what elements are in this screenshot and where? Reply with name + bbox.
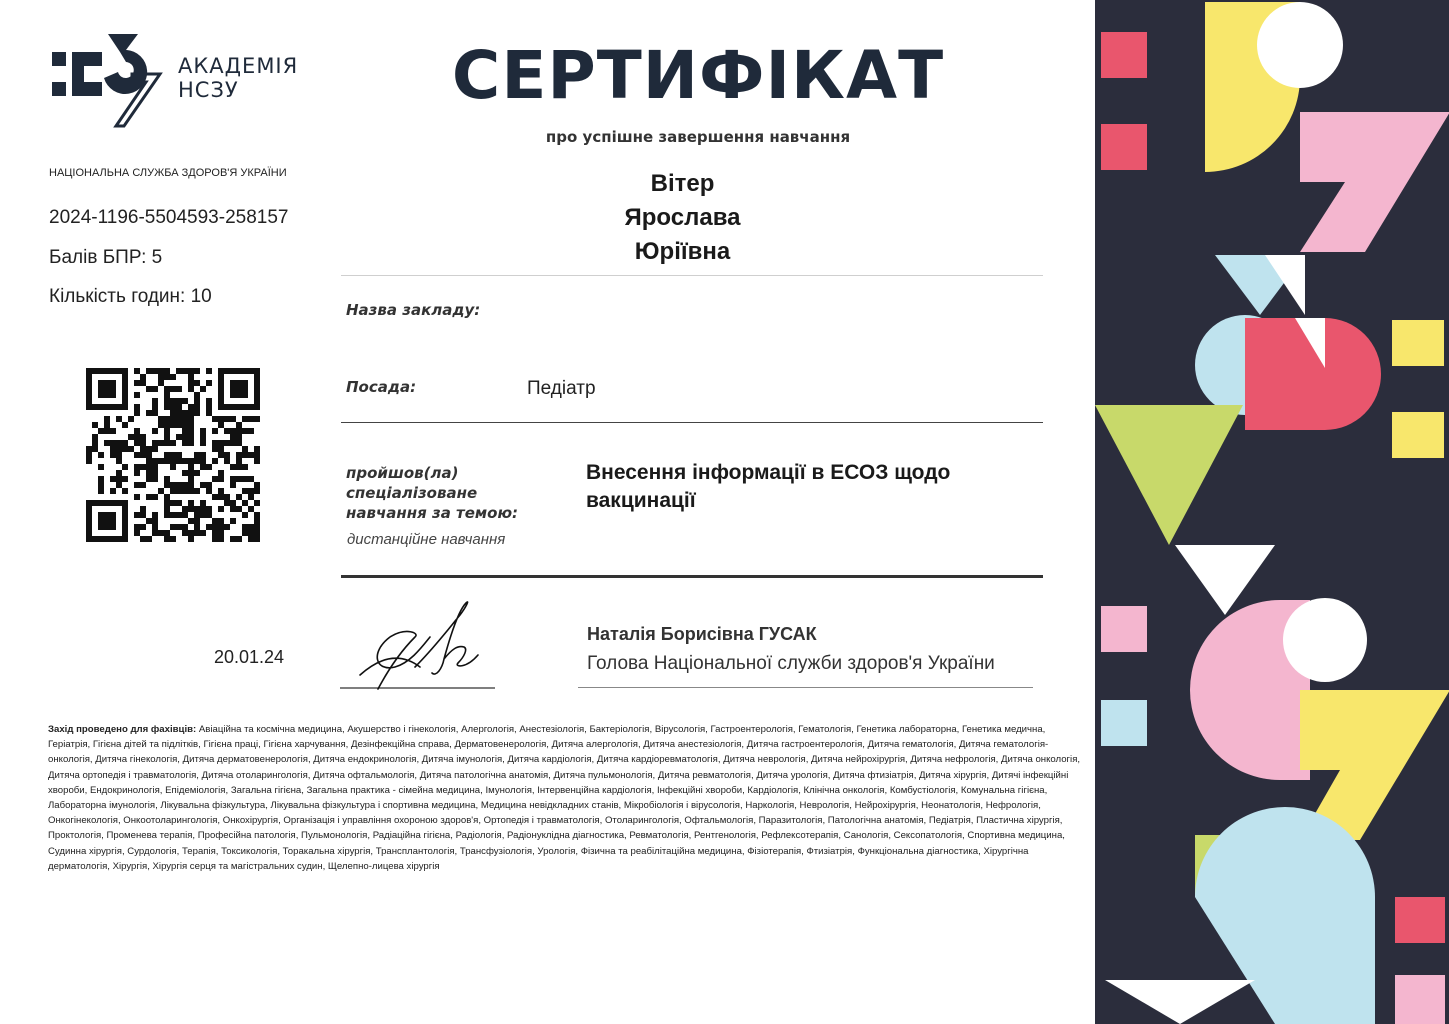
specialties-list [48, 722, 1088, 874]
qr-code-icon [86, 368, 260, 542]
certificate-title: СЕРТИФІКАТ [451, 37, 945, 114]
divider [341, 575, 1043, 578]
recipient-last-name: Вітер [650, 170, 715, 197]
organization-name: НАЦІОНАЛЬНА СЛУЖБА ЗДОРОВ'Я УКРАЇНИ [49, 167, 287, 179]
logo-text-line1: АКАДЕМІЯ [178, 54, 299, 78]
position-value: Педіатр [527, 378, 596, 399]
specialties-text: Авіаційна та космічна медицина, Акушерство і гінекологія, Алергологія, Анестезіологія, Бактеріологія, Вірусологія, Гастроентерологія, Гематологія, Генетика лабораторна, Генетика медична, Геріатрія, Гігієна дітей та підлітків, Гігієна праці, Гігієна харчування, Дезінфекційна справа, Дерматовенерологія, Дитяча алергологія, Дитяча анестезіологія, Дитяча гастроентерологія, Дитяча гематологія, Дитяча гематологія-онкологія, Дитяча гінекологія, Дитяча дерматовенерологія, Дитяча ендокринологія, Дитяча імунологія, Дитяча кардіологія, Дитяча кардіоревматологія, Дитяча неврологія, Дитяча нейрохірургія, Дитяча нефрологія, Дитяча онкологія, Дитяча ортопедія і травматологія, Дитяча отоларингологія, Дитяча офтальмологія, Дитяча патологічна анатомія, Дитяча пульмонологія, Дитяча ревматологія, Дитяча урологія, Дитяча фтизіатрія, Дитяча хірургія, Дитячі інфекційні хвороби, Ендокринологія, Епідеміологія, Загальна гігієна, Загальна практика - сімейна медицина, Імунологія, Інтервенційна кардіологія, Інфекційні хвороби, Кардіологія, Клінічна онкологія, Комбустіологія, Комунальна гігієна, Лабораторна імунологія, Лікувальна фізкультура, Лікувальна фізкультура і спортивна медицина, Медицина невідкладних станів, Мікробіологія і вірусологія, Наркологія, Неврологія, Нейрохірургія, Неонатологія, Нефрологія, Онкогінекологія, Онкоотоларингологія, Онкохірургія, Організація і управління охороною здоров'я, Ортопедія і травматологія, Отоларингологія, Офтальмологія, Паразитологія, Патологічна анатомія, Педіатрія, Пластична хірургія, Проктологія, Променева терапія, Професійна патологія, Пульмонологія, Радіаційна гігієна, Радіологія, Радіонуклідна діагностика, Ревматологія, Рентгенологія, Рефлексотерапія, Санологія, Сексопатологія, Спортивна медицина, Судинна хірургія, Сурдологія, Терапія, Токсикологія, Торакальна хірургія, Трансплантологія, Трансфузіологія, Урологія, Фізична та реабілітаційна медицина, Фізіотерапія, Фтизіатрія, Функціональна діагностика, Хірургічна дерматологія, Хірургія, Хірургія серця та магістральних судин, Щелепно-лицева хірургія [48, 724, 1081, 872]
bpr-points: Балів БПР: 5 [49, 247, 163, 268]
divider [341, 275, 1043, 276]
logo-text-line2: НСЗУ [178, 78, 239, 102]
recipient-patronymic: Юріївна [634, 238, 731, 265]
issue-date: 20.01.24 [214, 647, 285, 667]
signer-name: Наталія Борисівна ГУСАК [587, 624, 817, 644]
signature-divider [578, 687, 1033, 688]
logo-text [178, 54, 298, 102]
topic-label: пройшов(ла) спеціалізоване навчання за темою: [346, 464, 519, 522]
divider [341, 422, 1043, 423]
signer-title: Голова Національної служби здоров'я України [587, 653, 995, 674]
training-mode: дистанційне навчання [347, 531, 506, 548]
certificate-number: 2024-1196-5504593-258157 [49, 207, 289, 228]
decorative-geometric-panel-icon [1095, 0, 1449, 1024]
training-topic: Внесення інформації в ЕСОЗ щодо вакцинації [586, 461, 951, 512]
institution-label: Назва закладу: [346, 301, 481, 319]
hours-count: Кількість годин: 10 [49, 286, 212, 307]
recipient-first-name: Ярослава [624, 204, 741, 231]
position-label: Посада: [346, 378, 417, 396]
nszu-academy-logo-icon [50, 32, 180, 130]
signature-icon [340, 597, 500, 697]
certificate-subtitle: про успішне завершення навчання [545, 128, 851, 146]
specialties-label: Захід проведено для фахівців: [48, 724, 197, 735]
